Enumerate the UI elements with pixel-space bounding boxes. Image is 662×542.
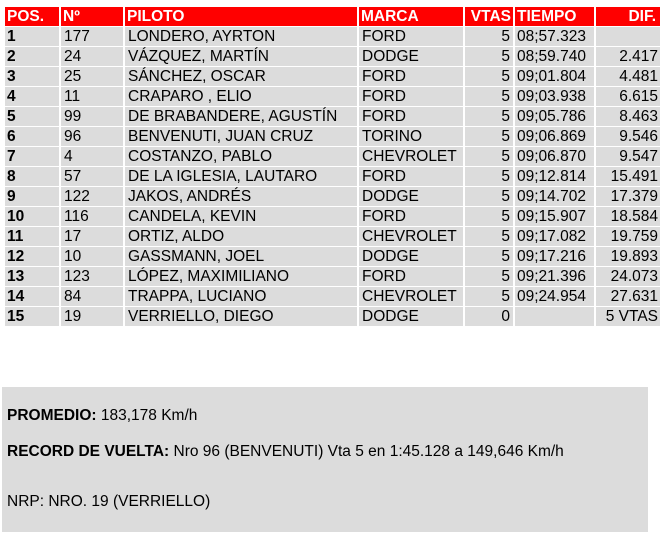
cell-num: 123: [61, 267, 123, 286]
cell-marca: FORD: [359, 167, 463, 186]
header-piloto: PILOTO: [125, 7, 357, 26]
cell-piloto: DE LA IGLESIA, LAUTARO: [125, 167, 357, 186]
cell-marca: DODGE: [359, 247, 463, 266]
promedio-label: PROMEDIO:: [7, 407, 97, 424]
cell-num: 17: [61, 227, 123, 246]
cell-vtas: 5: [465, 207, 513, 226]
cell-piloto: LONDERO, AYRTON: [125, 27, 357, 46]
cell-piloto: CRAPARO , ELIO: [125, 87, 357, 106]
cell-tiempo: 09;01.804: [515, 67, 594, 86]
cell-marca: DODGE: [359, 47, 463, 66]
cell-tiempo: 09;17.082: [515, 227, 594, 246]
cell-pos: 8: [5, 167, 59, 186]
cell-dif: 17.379: [596, 187, 660, 206]
table-row: [5, 267, 660, 286]
cell-pos: 5: [5, 107, 59, 126]
cell-num: 11: [61, 87, 123, 106]
cell-pos: 6: [5, 127, 59, 146]
results-body: [5, 27, 660, 326]
cell-pos: 1: [5, 27, 59, 46]
cell-tiempo: 09;14.702: [515, 187, 594, 206]
cell-piloto: JAKOS, ANDRÉS: [125, 187, 357, 206]
table-row: [5, 307, 660, 326]
table-row: [5, 247, 660, 266]
cell-num: 10: [61, 247, 123, 266]
cell-dif: 24.073: [596, 267, 660, 286]
cell-tiempo: 09;06.869: [515, 127, 594, 146]
cell-num: 25: [61, 67, 123, 86]
record-value: Nro 96 (BENVENUTI) Vta 5 en 1:45.128 a 149,646 Km/h: [173, 443, 564, 460]
cell-vtas: 5: [465, 287, 513, 306]
cell-tiempo: 09;03.938: [515, 87, 594, 106]
header-pos: POS.: [5, 7, 59, 26]
cell-tiempo: 09;05.786: [515, 107, 594, 126]
table-row: [5, 207, 660, 226]
cell-piloto: COSTANZO, PABLO: [125, 147, 357, 166]
cell-pos: 13: [5, 267, 59, 286]
cell-num: 99: [61, 107, 123, 126]
table-row: [5, 47, 660, 66]
cell-marca: DODGE: [359, 307, 463, 326]
cell-pos: 14: [5, 287, 59, 306]
race-info-panel: [2, 387, 648, 532]
cell-piloto: VERRIELLO, DIEGO: [125, 307, 357, 326]
cell-vtas: 5: [465, 227, 513, 246]
cell-piloto: VÁZQUEZ, MARTÍN: [125, 47, 357, 66]
cell-marca: FORD: [359, 87, 463, 106]
cell-pos: 10: [5, 207, 59, 226]
cell-piloto: TRAPPA, LUCIANO: [125, 287, 357, 306]
cell-pos: 3: [5, 67, 59, 86]
record-line: [7, 443, 564, 461]
cell-num: 84: [61, 287, 123, 306]
header-marca: MARCA: [359, 7, 463, 26]
table-header-row: [5, 7, 660, 26]
race-results-table: [3, 6, 662, 327]
cell-marca: CHEVROLET: [359, 227, 463, 246]
cell-piloto: DE BRABANDERE, AGUSTÍN: [125, 107, 357, 126]
cell-dif: 6.615: [596, 87, 660, 106]
table-row: [5, 287, 660, 306]
header-dif: DIF.: [596, 7, 660, 26]
cell-num: 57: [61, 167, 123, 186]
table-row: [5, 87, 660, 106]
cell-num: 24: [61, 47, 123, 66]
cell-vtas: 5: [465, 87, 513, 106]
cell-vtas: 5: [465, 187, 513, 206]
cell-num: 116: [61, 207, 123, 226]
cell-piloto: CANDELA, KEVIN: [125, 207, 357, 226]
cell-num: 96: [61, 127, 123, 146]
cell-vtas: 5: [465, 127, 513, 146]
cell-vtas: 5: [465, 47, 513, 66]
cell-num: 177: [61, 27, 123, 46]
cell-piloto: GASSMANN, JOEL: [125, 247, 357, 266]
cell-tiempo: 09;21.396: [515, 267, 594, 286]
nrp-line: NRP: NRO. 19 (VERRIELLO): [7, 493, 211, 510]
table-row: [5, 147, 660, 166]
header-tiempo: TIEMPO: [515, 7, 594, 26]
table-row: [5, 227, 660, 246]
cell-tiempo: [515, 307, 594, 326]
table-row: [5, 187, 660, 206]
cell-piloto: BENVENUTI, JUAN CRUZ: [125, 127, 357, 146]
cell-piloto: LÓPEZ, MAXIMILIANO: [125, 267, 357, 286]
cell-tiempo: 08;59.740: [515, 47, 594, 66]
cell-marca: FORD: [359, 207, 463, 226]
promedio-value: 183,178 Km/h: [100, 407, 198, 424]
cell-pos: 9: [5, 187, 59, 206]
record-label: RECORD DE VUELTA:: [7, 443, 170, 460]
cell-marca: FORD: [359, 267, 463, 286]
cell-vtas: 5: [465, 267, 513, 286]
cell-dif: 2.417: [596, 47, 660, 66]
cell-vtas: 0: [465, 307, 513, 326]
cell-pos: 4: [5, 87, 59, 106]
cell-dif: [596, 27, 660, 46]
cell-dif: 27.631: [596, 287, 660, 306]
cell-piloto: SÁNCHEZ, OSCAR: [125, 67, 357, 86]
table-row: [5, 27, 660, 46]
cell-pos: 11: [5, 227, 59, 246]
cell-pos: 7: [5, 147, 59, 166]
cell-dif: 19.893: [596, 247, 660, 266]
cell-vtas: 5: [465, 247, 513, 266]
cell-num: 4: [61, 147, 123, 166]
cell-vtas: 5: [465, 107, 513, 126]
cell-tiempo: 09;17.216: [515, 247, 594, 266]
cell-piloto: ORTIZ, ALDO: [125, 227, 357, 246]
table-row: [5, 107, 660, 126]
cell-dif: 9.546: [596, 127, 660, 146]
cell-tiempo: 09;06.870: [515, 147, 594, 166]
table-row: [5, 67, 660, 86]
header-num: Nº: [61, 7, 123, 26]
cell-tiempo: 09;12.814: [515, 167, 594, 186]
cell-dif: 19.759: [596, 227, 660, 246]
cell-pos: 15: [5, 307, 59, 326]
cell-dif: 8.463: [596, 107, 660, 126]
cell-marca: TORINO: [359, 127, 463, 146]
cell-pos: 12: [5, 247, 59, 266]
table-row: [5, 127, 660, 146]
promedio-line: [7, 407, 197, 425]
table-row: [5, 167, 660, 186]
cell-vtas: 5: [465, 27, 513, 46]
cell-marca: FORD: [359, 107, 463, 126]
cell-tiempo: 09;24.954: [515, 287, 594, 306]
cell-vtas: 5: [465, 67, 513, 86]
cell-num: 122: [61, 187, 123, 206]
cell-marca: CHEVROLET: [359, 147, 463, 166]
cell-tiempo: 09;15.907: [515, 207, 594, 226]
cell-marca: FORD: [359, 27, 463, 46]
header-vtas: VTAS: [465, 7, 513, 26]
cell-dif: 15.491: [596, 167, 660, 186]
cell-tiempo: 08;57.323: [515, 27, 594, 46]
cell-marca: CHEVROLET: [359, 287, 463, 306]
cell-vtas: 5: [465, 147, 513, 166]
cell-dif: 18.584: [596, 207, 660, 226]
cell-pos: 2: [5, 47, 59, 66]
cell-num: 19: [61, 307, 123, 326]
cell-marca: FORD: [359, 67, 463, 86]
cell-dif: 9.547: [596, 147, 660, 166]
cell-dif: 5 VTAS: [596, 307, 660, 326]
cell-dif: 4.481: [596, 67, 660, 86]
cell-vtas: 5: [465, 167, 513, 186]
cell-marca: DODGE: [359, 187, 463, 206]
